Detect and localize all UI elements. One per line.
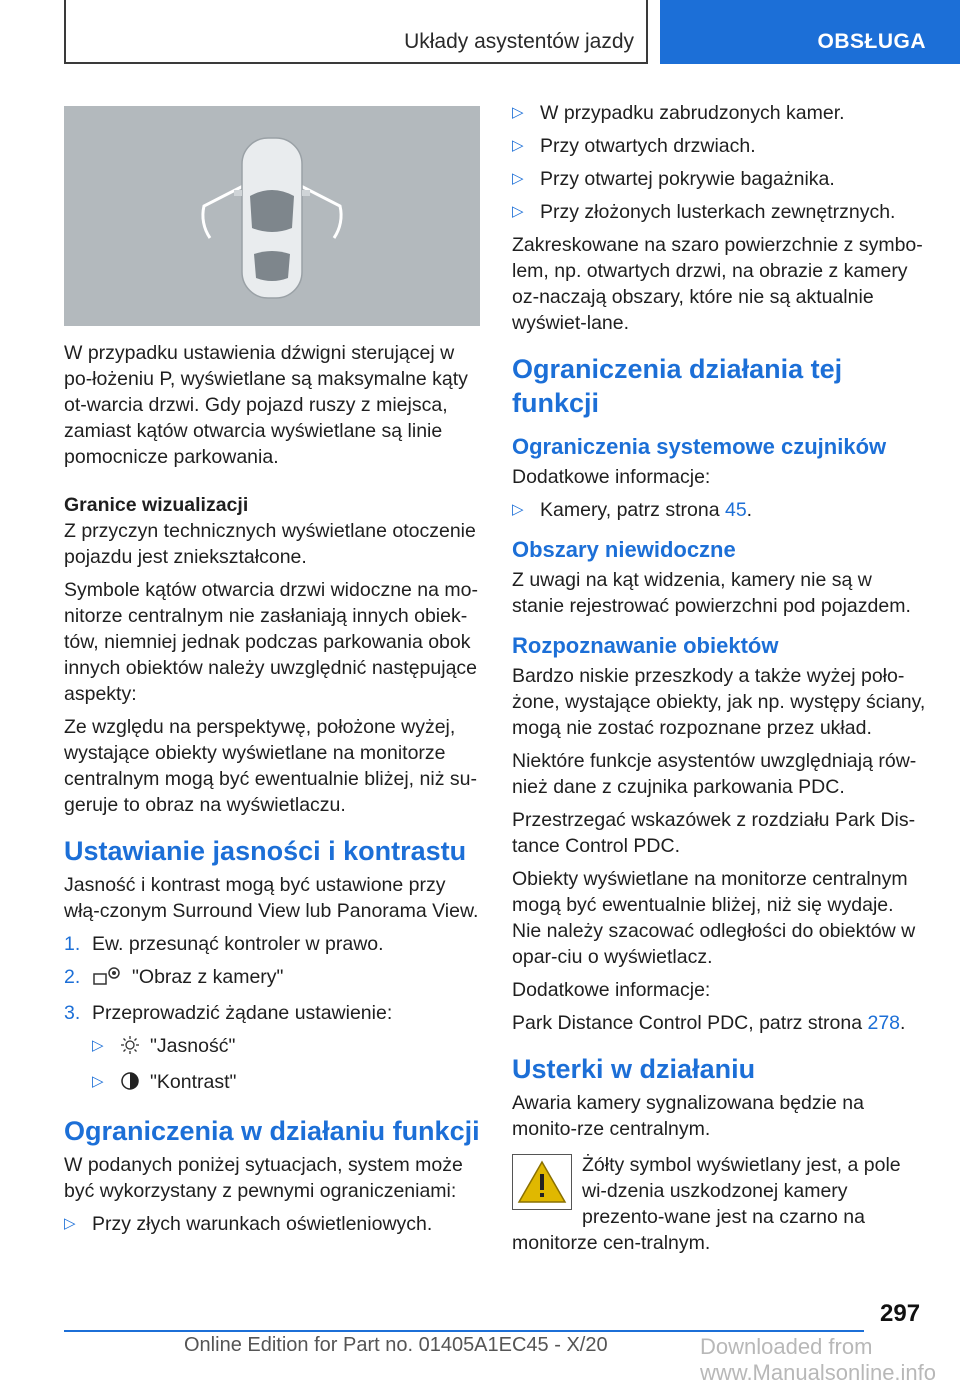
warning-symbol-box: [512, 1154, 572, 1210]
paragraph-detection-3: Przestrzegać wskazówek z rozdziału Park Dis-tance Control PDC.: [512, 809, 916, 857]
car-door-angles-illustration: [64, 106, 480, 326]
heading-malfunctions: Usterki w działaniu: [512, 1054, 756, 1084]
heading-object-detection: Rozpoznawanie obiektów: [512, 633, 779, 658]
step-text: "Obraz z kamery": [132, 966, 284, 988]
step-number: 3.: [64, 1002, 81, 1024]
bullet-triangle-icon: ▷: [512, 203, 524, 220]
heading-blind-areas: Obszary niewidoczne: [512, 537, 736, 562]
header-section: [64, 0, 648, 64]
car-top-view-figure: [64, 106, 480, 326]
paragraph-detection-4: Obiekty wyświetlane na monitorze centralnym mogą być ewentualnie bliżej, niż się wydaje. Nie należy szacować odległości do obiektów w opar-ciu o wyświetlacz.: [512, 868, 916, 968]
step-number: 2.: [64, 966, 81, 988]
bullet-open-doors: [512, 133, 928, 159]
step-text: Ew. przesunąć kontroler w prawo.: [92, 933, 384, 955]
paragraph-brightness: Jasność i kontrast mogą być ustawione przy włą-czonym Surround View lub Panorama View.: [64, 874, 479, 922]
paragraph-additional-info-2: Dodatkowe informacje:: [512, 979, 711, 1001]
paragraph-distortion: Z przyczyn technicznych wyświetlane otoczenie pojazdu jest zniekształcone.: [64, 520, 476, 568]
substep-brightness: [64, 1033, 480, 1062]
header-chapter-title: OBSŁUGA: [817, 30, 926, 53]
bullet-triangle-icon: ▷: [512, 104, 524, 121]
step-text: Przeprowadzić żądane ustawienie:: [92, 1002, 393, 1024]
bullet-text: Przy otwartej pokrywie bagażnika.: [540, 168, 835, 190]
right-column: [512, 100, 928, 1263]
bullet-dirty-cameras: [512, 100, 928, 126]
footer-divider: [64, 1330, 864, 1332]
paragraph-additional-info: Dodatkowe informacje:: [512, 466, 711, 488]
footer-edition: Online Edition for Part no. 01405A1EC45 - X/20: [184, 1334, 608, 1356]
contrast-icon: [120, 1071, 140, 1098]
footer-watermark: Downloaded from www.Manualsonline.info: [700, 1334, 937, 1385]
paragraph-detection-1: Bardzo niskie przeszkody a także wyżej poło-żone, wystające obiekty, jak np. występy ściany, mogą nie zostać rozpoznane przez układ.: [512, 665, 926, 739]
step-2: [64, 964, 480, 993]
heading-visual-limits: Granice wizualizacji: [64, 494, 249, 516]
bullet-text: W przypadku zabrudzonych kamer.: [540, 102, 845, 124]
substep-text: "Jasność": [150, 1035, 236, 1057]
paragraph-blind-areas: Z uwagi na kąt widzenia, kamery nie są w stanie rejestrować powierzchni pod pojazdem.: [512, 569, 911, 617]
step-number: 1.: [64, 933, 81, 955]
bullet-text: Kamery, patrz strona: [540, 499, 720, 521]
warning-block: [512, 1152, 928, 1256]
paragraph-perspective: Ze względu na perspektywę, położone wyżej, wystające obiekty wyświetlane na monitorze centralnym mogą być ewentualnie bliżej, niż su-geruje to obraz na wyświetlaczu.: [64, 716, 477, 816]
paragraph-door-angles: W przypadku ustawienia dźwigni sterującej w po-łożeniu P, wyświetlane są maksymalne kąty ot-warcia drzwi. Gdy pojazd ruszy z miejsca, zamiast kątów otwarcia wyświetlane są linie pomocnicze parkowania.: [64, 342, 468, 468]
bullet-lighting: [64, 1211, 480, 1237]
heading-function-restrictions: Ograniczenia działania tej funkcji: [512, 354, 843, 418]
bullet-triangle-icon: ▷: [64, 1215, 76, 1232]
warning-triangle-icon: [516, 1159, 568, 1205]
heading-function-limits: Ograniczenia w działaniu funkcji: [64, 1116, 480, 1146]
paragraph-limits: W podanych poniżej sytuacjach, system może być wykorzystany z pewnymi ograniczeniami:: [64, 1154, 463, 1202]
header-section-title: Układy asystentów jazdy: [404, 30, 634, 53]
heading-sensor-limits: Ograniczenia systemowe czujników: [512, 434, 887, 459]
pdc-ref-text: Park Distance Control PDC, patrz strona: [512, 1012, 863, 1034]
camera-settings-icon: [92, 966, 122, 993]
heading-brightness-contrast: Ustawianie jasności i kontrastu: [64, 836, 467, 866]
page-number: 297: [880, 1300, 921, 1327]
bullet-triangle-icon: ▷: [512, 170, 524, 187]
bullet-text: Przy otwartych drzwiach.: [540, 135, 756, 157]
bullet-folded-mirrors: [512, 199, 928, 225]
bullet-triangle-icon: ▷: [92, 1073, 104, 1090]
bullet-text: Przy złożonych lusterkach zewnętrznych.: [540, 201, 896, 223]
page-link-cameras[interactable]: 45: [724, 499, 747, 521]
step-3: [64, 1000, 480, 1026]
substep-contrast: [64, 1069, 480, 1098]
step-1: [64, 931, 480, 957]
paragraph-hatched-areas: Zakreskowane na szaro powierzchnie z symbo-lem, np. otwartych drzwi, na obrazie z kamery oz-naczają obszary, które nie są aktualnie wyświet-lane.: [512, 234, 923, 334]
bullet-triangle-icon: ▷: [92, 1037, 104, 1054]
bullet-triangle-icon: ▷: [512, 501, 524, 518]
bullet-triangle-icon: ▷: [512, 137, 524, 154]
substep-text: "Kontrast": [150, 1071, 237, 1093]
paragraph-door-symbols: Symbole kątów otwarcia drzwi widoczne na mo-nitorze centralnym nie zasłaniają innych obiek-tów, niemniej jednak podczas parkowania obok innych obiektów należy uwzględnić następujące aspekty:: [64, 579, 478, 705]
bullet-cameras-ref: ▷ Kamery, patrz strona 45.: [512, 499, 753, 521]
paragraph-detection-2: Niektóre funkcje asystentów uwzględniają rów-nież dane z czujnika parkowania PDC.: [512, 750, 917, 798]
bullet-open-trunk: [512, 166, 928, 192]
paragraph-pdc-ref: Park Distance Control PDC, patrz strona 278.: [512, 1012, 906, 1034]
page-link-pdc[interactable]: 278: [867, 1012, 901, 1034]
brightness-icon: [120, 1035, 140, 1062]
paragraph-yellow-symbol: Żółty symbol wyświetlany jest, a pole wi-dzenia uszkodzonej kamery prezento-wane jest na czarno na monitorze cen-tralnym.: [512, 1154, 901, 1254]
left-column: [64, 106, 480, 1244]
bullet-text: Przy złych warunkach oświetleniowych.: [92, 1213, 433, 1235]
paragraph-camera-failure: Awaria kamery sygnalizowana będzie na monito-rze centralnym.: [512, 1092, 864, 1140]
header-chapter: [660, 0, 960, 64]
